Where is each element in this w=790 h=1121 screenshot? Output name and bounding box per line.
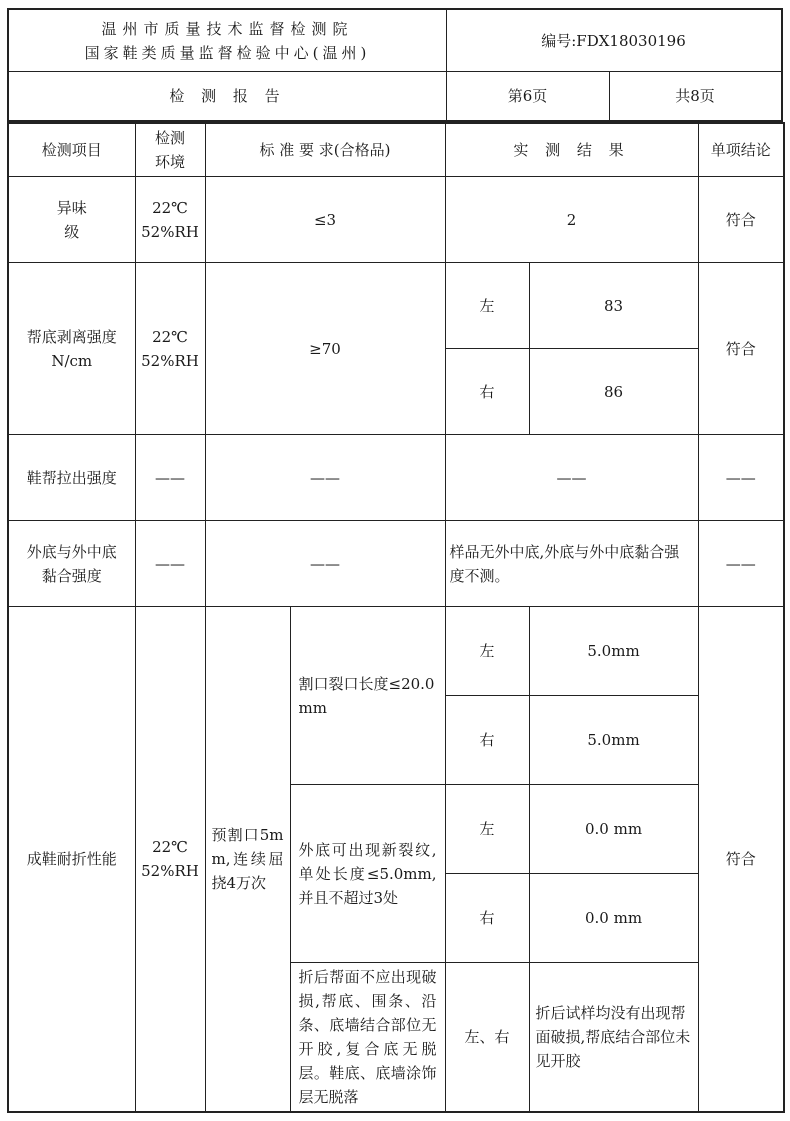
peel-right-value: 86 [529, 349, 698, 435]
col-header-item: 检测项目 [8, 123, 135, 177]
outsole-conclusion: —— [698, 521, 784, 607]
col-header-result: 实 测 结 果 [445, 123, 698, 177]
peel-conclusion: 符合 [698, 263, 784, 435]
pull-result: —— [445, 435, 698, 521]
table-row [8, 177, 784, 263]
pull-env: —— [135, 435, 205, 521]
flex-req3-label: 左、右 [445, 963, 529, 1113]
outsole-env: —— [135, 521, 205, 607]
report-header [7, 8, 783, 122]
table-row [8, 435, 784, 521]
flex-req2-right-value: 0.0 mm [529, 874, 698, 963]
odor-env: 22℃ 52%RH [135, 177, 205, 263]
outsole-item: 外底与外中底 黏合强度 [8, 521, 135, 607]
flex-req1: 割口裂口长度≤20.0 mm [290, 607, 445, 785]
flex-req2-right-label: 右 [445, 874, 529, 963]
flex-req3-value: 折后试样均没有出现帮面破损,帮底结合部位未见开胶 [529, 963, 698, 1113]
flex-req1-right-value: 5.0mm [529, 696, 698, 785]
flex-condition: 预割口5mm,连续屈挠4万次 [205, 607, 290, 1113]
outsole-standard: —— [205, 521, 445, 607]
odor-standard: ≤3 [205, 177, 445, 263]
org-name-line1: 温州市质量技术监督检测院 [101, 20, 354, 38]
page-total: 共8页 [675, 86, 715, 105]
peel-right-label: 右 [445, 349, 529, 435]
flex-req1-left-label: 左 [445, 607, 529, 696]
flex-req1-right-label: 右 [445, 696, 529, 785]
report-page [7, 8, 783, 1112]
flex-req3: 折后帮面不应出现破损,帮底、围条、沿条、底墙结合部位无开胶,复合底无脱层。鞋底、底墙涂饰层无脱落 [290, 963, 445, 1113]
col-header-conclusion: 单项结论 [698, 123, 784, 177]
odor-result: 2 [445, 177, 698, 263]
peel-left-label: 左 [445, 263, 529, 349]
table-row [8, 521, 784, 607]
report-title: 检 测 报 告 [169, 86, 286, 105]
peel-left-value: 83 [529, 263, 698, 349]
flex-env: 22℃ 52%RH [135, 607, 205, 1113]
col-header-standard: 标 准 要 求(合格品) [205, 123, 445, 177]
peel-standard: ≥70 [205, 263, 445, 435]
col-header-env: 检测 环境 [135, 123, 205, 177]
pull-item: 鞋帮拉出强度 [8, 435, 135, 521]
org-name-line2: 国家鞋类质量监督检验中心(温州) [84, 44, 371, 62]
pull-standard: —— [205, 435, 445, 521]
flex-item: 成鞋耐折性能 [8, 607, 135, 1113]
flex-req2-left-value: 0.0 mm [529, 785, 698, 874]
report-number: 编号:FDX18030196 [541, 31, 686, 50]
test-results-table [7, 122, 785, 1113]
outsole-result: 样品无外中底,外底与外中底黏合强度不测。 [445, 521, 698, 607]
peel-env: 22℃ 52%RH [135, 263, 205, 435]
odor-item: 异味 级 [8, 177, 135, 263]
flex-conclusion: 符合 [698, 607, 784, 1113]
flex-req2: 外底可出现新裂纹,单处长度≤5.0mm,并且不超过3处 [290, 785, 445, 963]
flex-req1-left-value: 5.0mm [529, 607, 698, 696]
flex-req2-left-label: 左 [445, 785, 529, 874]
page-current: 第6页 [507, 86, 548, 105]
odor-conclusion: 符合 [698, 177, 784, 263]
table-row [8, 607, 784, 696]
table-row [8, 263, 784, 349]
pull-conclusion: —— [698, 435, 784, 521]
peel-item: 帮底剥离强度 N/cm [8, 263, 135, 435]
